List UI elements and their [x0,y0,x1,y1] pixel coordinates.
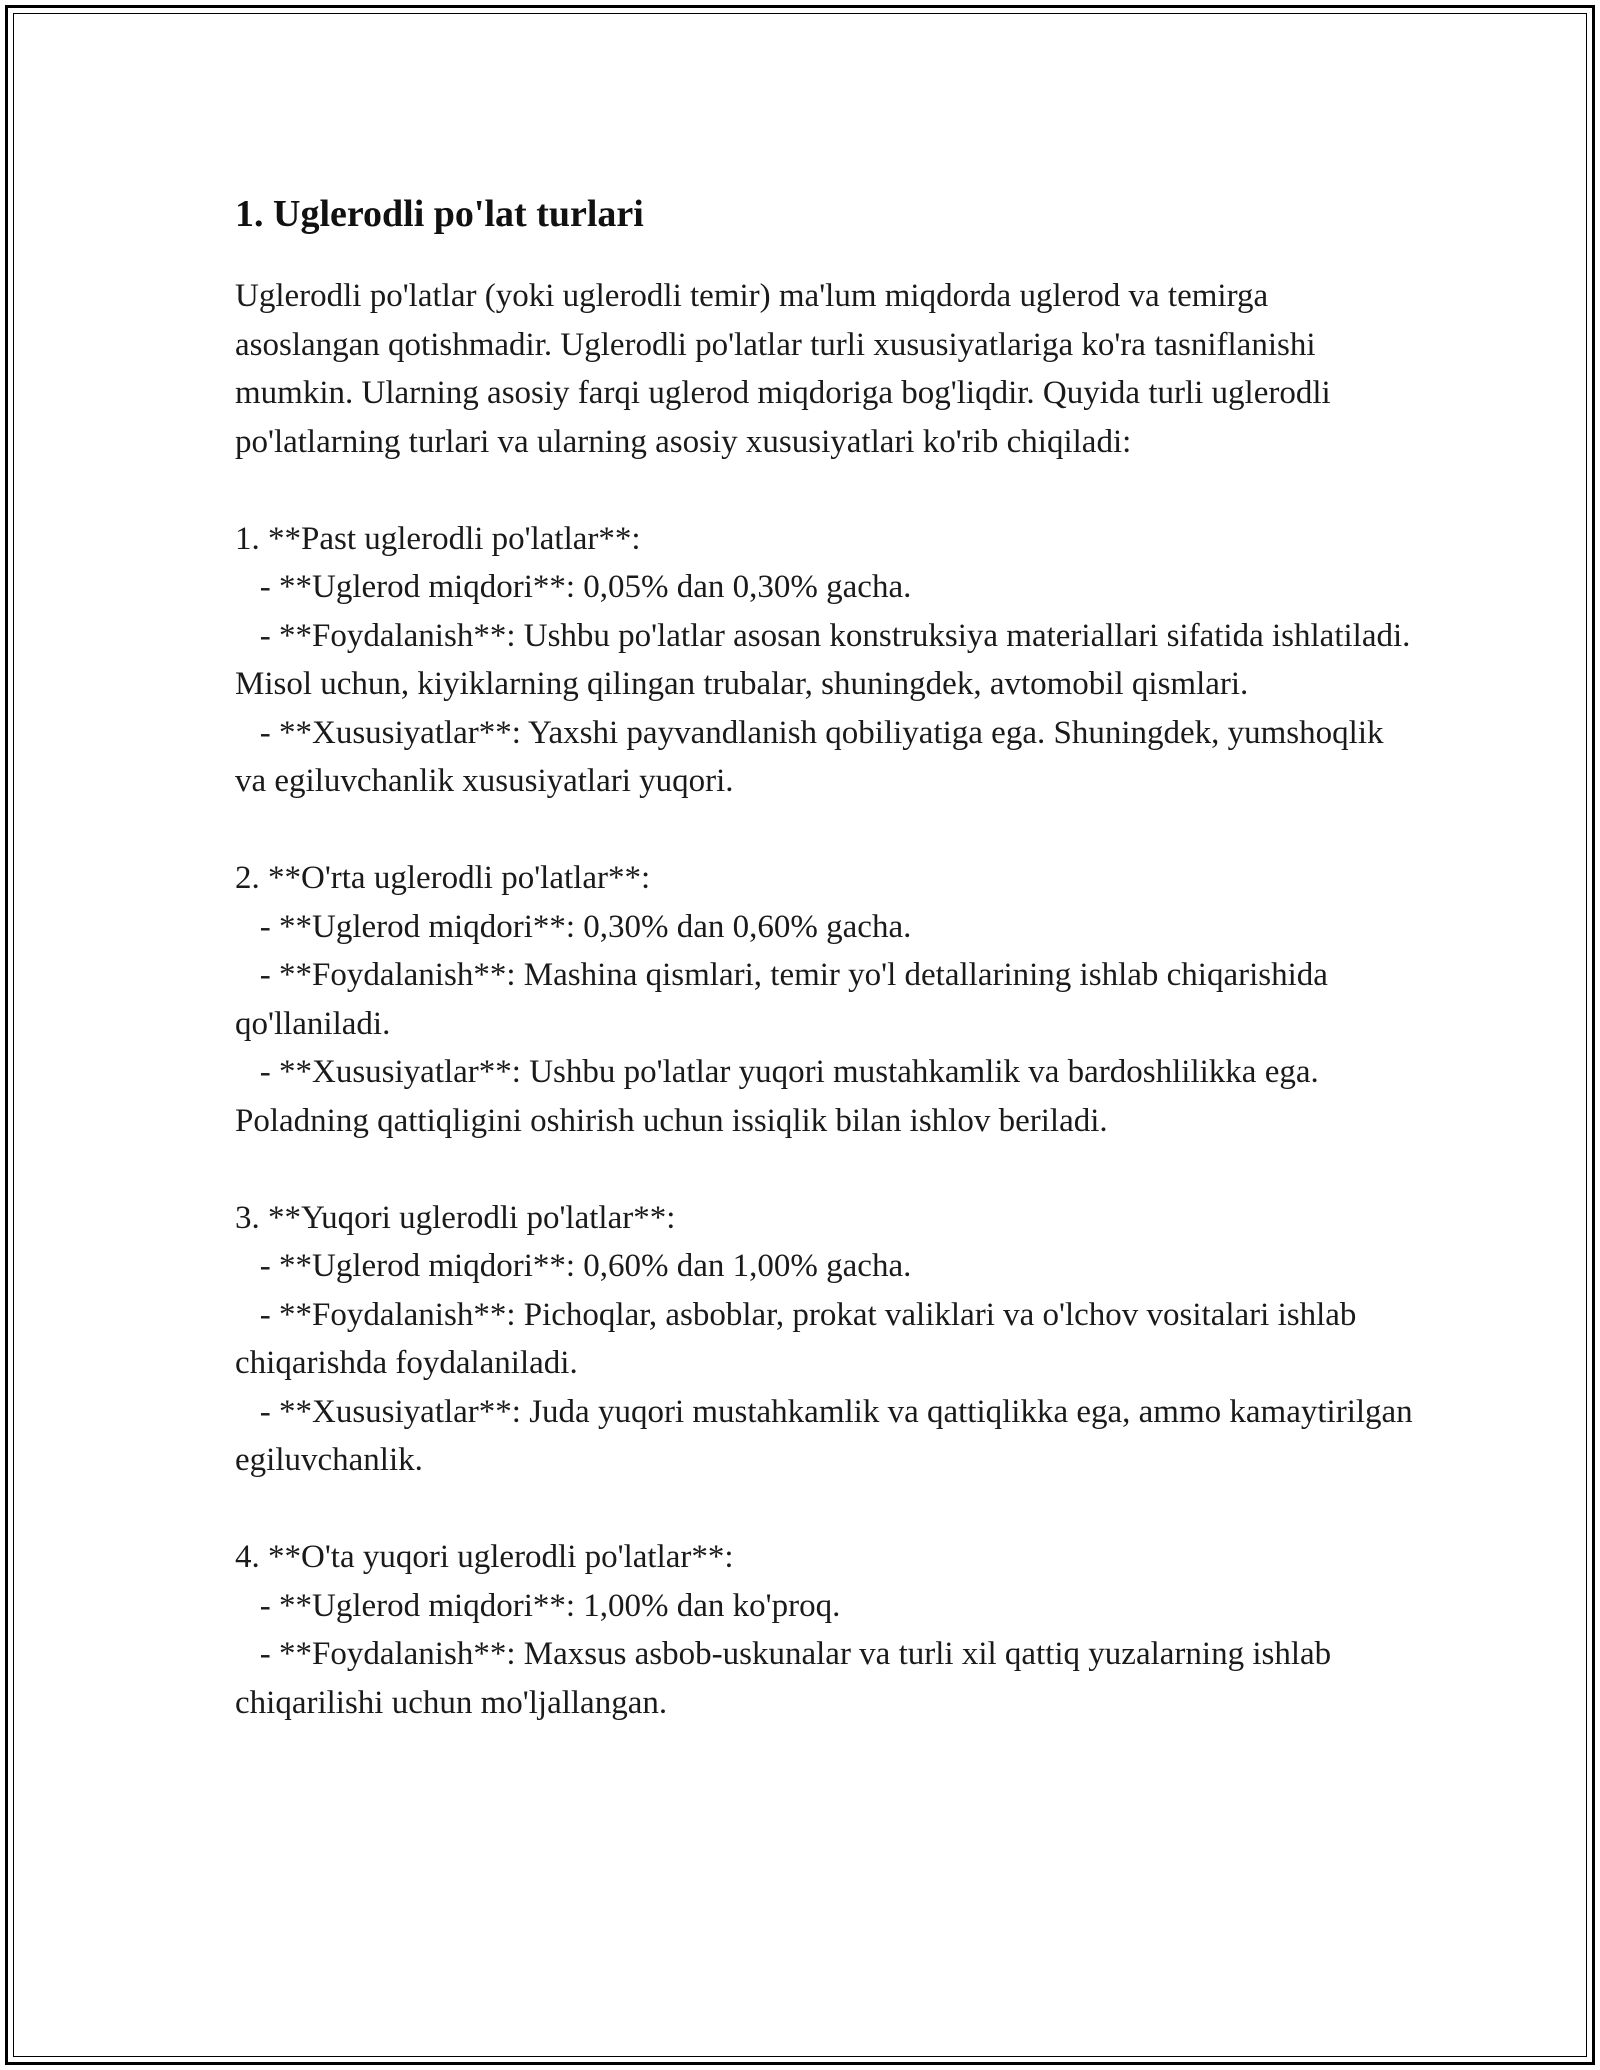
section-low-carbon [235,515,1419,806]
bullet-carbon-content: - **Uglerod miqdori**: 0,60% dan 1,00% gacha. [235,1248,912,1284]
bullet-properties: - **Xususiyatlar**: Ushbu po'latlar yuqori mustahkamlik va bardoshlilikka ega. Poladning qattiqligini oshirish uchun issiqlik bilan ishlov beriladi. [235,1054,1327,1139]
section-heading: 3. **Yuqori uglerodli po'latlar**: [235,1199,676,1236]
bullet-usage: - **Foydalanish**: Mashina qismlari, temir yo'l detallarining ishlab chiqarishida qo'llaniladi. [235,957,1337,1042]
document-body [235,186,1421,1727]
section-heading: 1. **Past uglerodli po'latlar**: [235,520,641,557]
bullet-usage: - **Foydalanish**: Ushbu po'latlar asosan konstruksiya materiallari sifatida ishlatiladi. Misol uchun, kiyiklarning qilingan trubalar, shuningdek, avtomobil qismlari. [235,617,1419,702]
section-medium-carbon [235,854,1415,1145]
bullet-carbon-content: - **Uglerod miqdori**: 0,05% dan 0,30% gacha. [235,569,912,605]
bullet-carbon-content: - **Uglerod miqdori**: 1,00% dan ko'proq. [235,1587,841,1624]
section-heading: 4. **O'ta yuqori uglerodli po'latlar**: [235,1539,734,1575]
document-title: 1. Uglerodli po'lat turlari [235,193,644,235]
section-heading: 2. **O'rta uglerodli po'latlar**: [235,860,651,896]
section-high-carbon [235,1194,1421,1485]
bullet-usage: - **Foydalanish**: Pichoqlar, asboblar, prokat valiklari va o'lchov vositalari ishlab chiqarishda foydalaniladi. [235,1296,1365,1381]
bullet-properties: - **Xususiyatlar**: Juda yuqori mustahkamlik va qattiqlikka ega, ammo kamaytirilgan egiluvchanlik. [235,1393,1421,1478]
bullet-properties: - **Xususiyatlar**: Yaxshi payvandlanish qobiliyatiga ega. Shuningdek, yumshoqlik va egiluvchanlik xususiyatlari yuqori. [235,714,1392,799]
intro-paragraph: Uglerodli po'latlar (yoki uglerodli temir) ma'lum miqdorda uglerod va temirga asoslangan qotishmadir. Uglerodli po'latlar turli xususiyatlariga ko'ra tasniflanishi mumkin. Ularning asosiy farqi uglerod miqdoriga bog'liqdir. Quyida turli uglerodli po'latlarning turlari va ularning asosiy xususiyatlari ko'rib chiqiladi: [235,278,1339,460]
section-ultra-high-carbon [235,1533,1415,1727]
bullet-usage: - **Foydalanish**: Maxsus asbob-uskunalar va turli xil qattiq yuzalarning ishlab chiqarilishi uchun mo'ljallangan. [235,1636,1340,1721]
bullet-carbon-content: - **Uglerod miqdori**: 0,30% dan 0,60% gacha. [235,908,912,945]
